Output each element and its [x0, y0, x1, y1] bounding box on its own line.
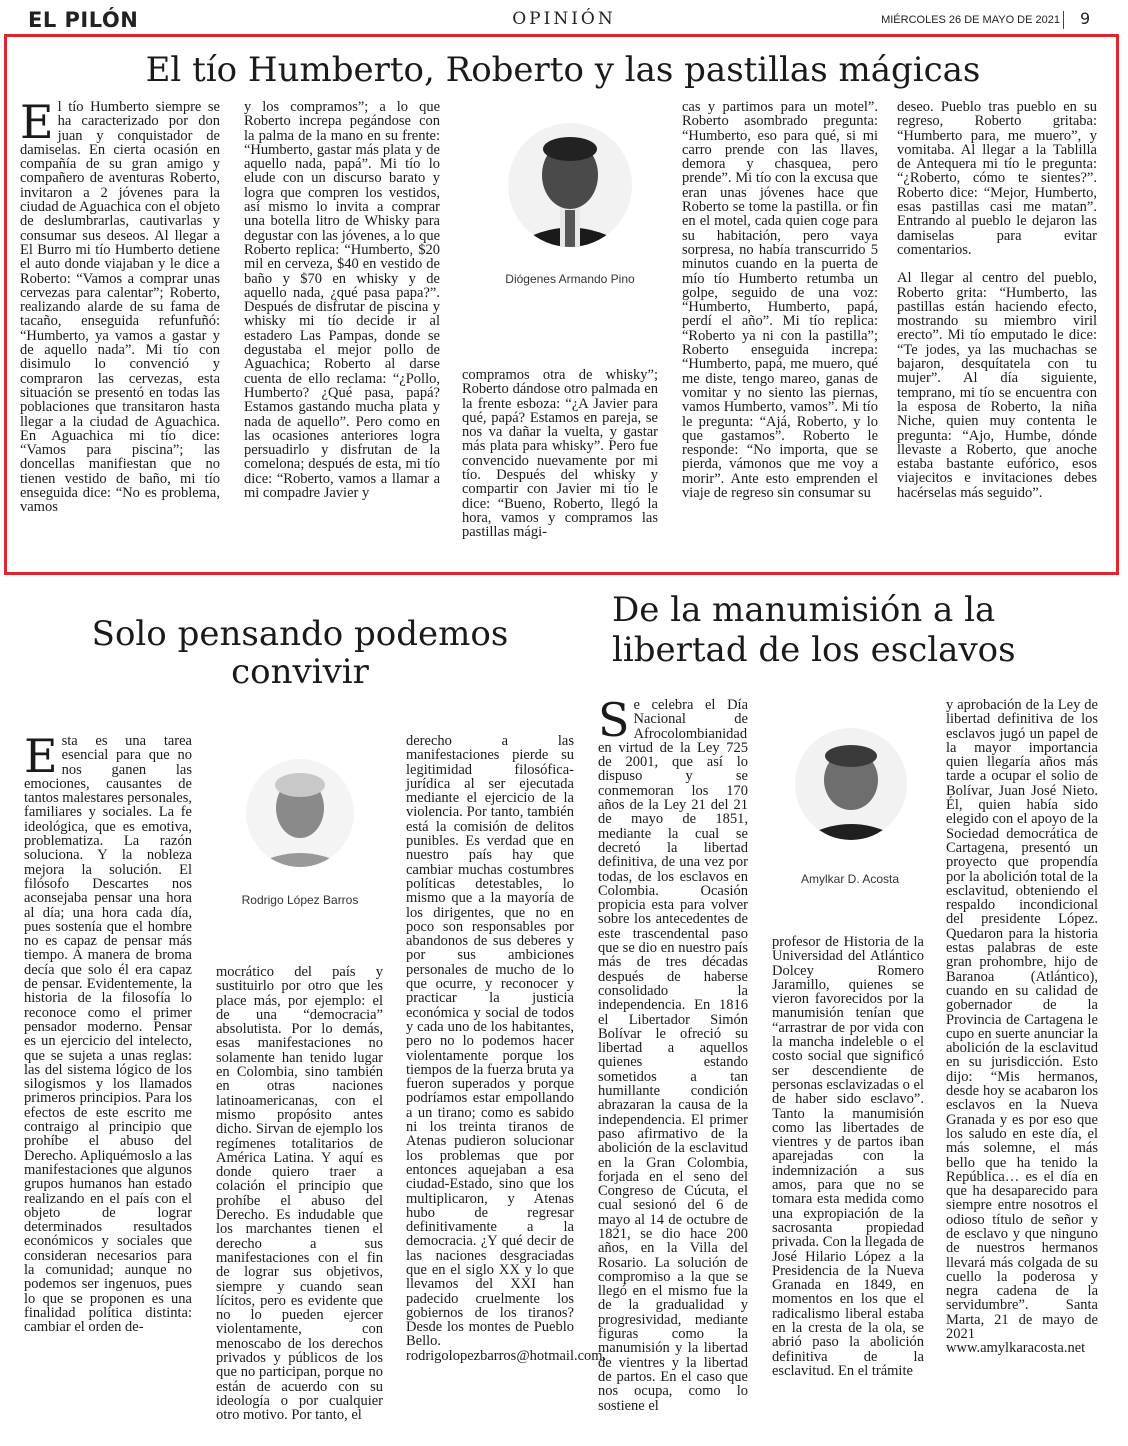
author-photo-frame [500, 115, 640, 255]
dateline: MIÉRCOLES 26 DE MAYO DE 2021 [881, 14, 1060, 26]
author-byline: Diógenes Armando Pino [505, 272, 635, 286]
article-headline: El tío Humberto, Roberto y las pastillas mágicas [145, 50, 981, 90]
drop-cap: E [24, 729, 58, 783]
author-byline: Amylkar D. Acosta [800, 872, 900, 886]
article-column [24, 729, 192, 1336]
article-column [406, 733, 607, 1364]
article-column [946, 698, 1098, 1356]
article-headline: De la manumisión a la libertad de los esclavos [612, 590, 1016, 670]
article-text: cas y partimos para un motel”. Roberto asombrado pregunta: “Humberto, eso para qué, si mi carro prende con las llaves, demora y chasquea, pero prende”. Mi tío con la excusa que eran unas jóvenes hace que Roberto se tome la pastilla. or fin en el motel, cada quien coge para su habitación, pero vaya sorpresa, no había transcurrido 5 minutos cuando en la puerta de mío tío Humberto retumba un golpe, seguido de una voz: “Humberto, Humberto, papá, perdí el año”. Mi tío replica: “Roberto ya ni con la pastilla”; Roberto enseguida increpa: “Humberto, papá, me muero, qué me diste, tengo mareo, ganas de vomitar y no siento las piernas, vamos Humberto, vamos”. Mi tío le pregunta: “Ajá, Roberto, y lo que gastamos”. Roberto le responde: “No importa, que se pierda, vámonos que me voy a morir”. Ante esto emprenden el viaje de regreso sin consumar su [682, 99, 878, 502]
author-photo [790, 722, 912, 846]
article-text: derecho a las manifestaciones pierde su legitimidad filosófica-jurídica al ser ejecutada mediante el ejercicio de la violencia. Por tanto, también está la comisión de delitos punibles. Es verdad que en nuestro país hay que cambiar muchas costumbres políticas detestables, lo mismo que a la mayoría de los dirigentes, que no en poco son responsables por abandonos de sus deberes y por sus ambiciones personales de mucho de lo que ocurre, y reconocer y practicar la justicia económica y social de todos y cada uno de los habitantes, pero no lo podemos hacer violentamente porque los tiempos de la fuerza bruta ya fueron superados y porque podríamos estar empollando a un tirano; como es sabido ni los treinta tiranos de Atenas pudieron solucionar los problemas que por entonces aquejaban a esa ciudad-Estado, sino que los multiplicaron, y Atenas hubo de regresar definitivamente a la democracia. ¿Y qué decir de las naciones desgraciadas que en el siglo XX y lo que llevamos del XXI han padecido cruelmente los gobiernos de los tiranos? Desde los montes de Pueblo Bello. rodrigolopezbarros@hotmail.com. [406, 733, 607, 1364]
newspaper-logo: EL PILÓN [28, 8, 139, 32]
article-column [216, 965, 383, 1423]
article-column [598, 693, 748, 1414]
author-photo-frame [790, 722, 912, 846]
article-column [462, 368, 658, 540]
drop-cap: E [20, 95, 54, 149]
article-column [682, 100, 878, 500]
article-text: l tío Humberto siempre se ha caracterizado por don juan y conquistador de damiselas. En cierta ocasión en compañía de su gran amigo y compañero de aventuras Roberto, invitaron a 2 jóvenes para la ciudad de Aguachica con el objeto de deslumbrarlas, cautivarlas y consumar sus deseos. Al llegar a El Burro mi tío Humberto detiene el auto donde viajaban y le dice a Roberto: “Vamos a comprar unas cervezas para calentar”; Roberto, realizando alarde de su fama de tacaño, enseguida refunfuñó: “Humberto, ya vamos a gastar y de aquello nada”. Mi tío con disimulo lo convenció y compraron las cervezas, esta situación se presentó en todas las poblaciones que transitaron hasta llegar a la ciudad de Aguachica. En Aguachica mi tío dice: “Vamos para piscina”; las doncellas manifiestan que no tienen vestido de baño, mi tío enseguida dice: “No es problema, vamos [20, 99, 220, 516]
drop-cap: S [598, 693, 630, 747]
article-text: mocrático del país y sustituirlo por otro que les place más, por ejemplo: el de una “democracia” absolutista. Por lo demás, esas manifestaciones no solamente han tenido lugar en Colombia, sino también en otras naciones latinoamericanas, con el mismo propósito antes dicho. Sirvan de ejemplo los regímenes totalitarios de América Latina. Y aquí es donde quiero traer a colación el principio que prohíbe el abuso del Derecho. Es indudable que los marchantes tienen el derecho a sus manifestaciones con el fin de lograr sus objetivos, siempre y cuando sean lícitos, pero es evidente que no lo pueden ejercer violentamente, con menoscabo de los derechos privados y públicos de los que no participan, porque no están de acuerdo con su ideología o por cualquier otro motivo. Por tanto, el [216, 964, 383, 1424]
article-text: compramos otra de whisky”; Roberto dándose otro palmada en la frente esboza: “¿A Javier para qué, papá? Estamos en pareja, se nos va dañar la vuelta, y gastar más plata para whisky”. Pero fue convencido nuevamente por mi tío. Después del whisky y compartir con Javier mi tío le dice: “Bueno, Roberto, llegó la hora, vamos y compramos las pastillas mági- [462, 367, 658, 541]
article-text: Al llegar al centro del pueblo, Roberto grita: “Humberto, las pastillas están haciendo efecto, mostrando su miembro viril erecto”. Mi tío emputado le dice: “Te jodes, ya las muchachas se bajaron, desquítatela con tu mujer”. Al día siguiente, temprano, mi tío se encuentra con la esposa de Roberto, la niña Niche, quien muy contenta le pregunta: “Ajo, Humbe, dónde llevaste a Roberto, que anoche estaba bastante eufórico, esos viajecitos e invitaciones debes hacérselas más seguido”. [897, 270, 1097, 501]
author-photo [240, 752, 360, 874]
author-byline: Rodrigo López Barros [241, 893, 359, 907]
article-column [20, 95, 220, 516]
article-column [772, 935, 924, 1378]
article-text: sta es una tarea esencial para que no nos ganen las emociones, causantes de tantos malestares personales, familiares y sociales. La fe ideológica, que es emotiva, problematiza. La razón soluciona. Y la nobleza mejora la solución. El filósofo Descartes nos aconsejaba pensar una hora al día; una hora cada día, pues sostenía que el hombre no es capaz de pensar más tiempo. A manera de broma decía que solo él era capaz de pensar. Evidentemente, la historia de la filosofía lo reconoce como el primer pensador moderno. Pensar es un ejercicio del intelecto, que se sujeta a unas reglas: las del sistema lógico de los silogismos y los llamados primeros principios. Para los efectos de este escrito me contraigo al principio que prohíbe el abuso del Derecho. Apliquémoslo a las manifestaciones que algunos grupos humanos han estado realizando en el país con el objeto de lograr determinados resultados económicos y sociales que consideran necesarios para la comunidad; aunque no podemos ser ingenuos, pues lo que se proponen es una finalidad política distinta: cambiar el orden de- [24, 733, 192, 1336]
author-photo [500, 115, 640, 255]
page-number: 9 [1080, 9, 1091, 28]
article-headline: Solo pensando podemos convivir [91, 614, 509, 692]
author-photo-frame [240, 752, 360, 874]
page-separator [1063, 11, 1064, 29]
article-text: y los compramos”; a lo que Roberto increpa pegándose con la palma de la mano en su frente: “Humberto, gastar más plata y de aquello nada, papá”. Mi tío lo elude con un discurso barato y logra que compren los vestidos, así mismo lo invita a comprar una botella litro de Whisky para degustar con las jóvenes, a lo que Roberto replica: “Humberto, $20 mil en cerveza, $40 en vestido de baño y $70 en whisky y de aquello nada, ¿qué pasa papa?”. Después de disfrutar de piscina y whisky mi tío decide ir al estadero Las Pampas, donde se degustaba el mejor pollo de Aguachica; Roberto al darse cuenta de ello reclama: “¿Pollo, Humberto? ¿Qué pasa, papá? Estamos gastando mucha plata y nada de aquello”. Pero como en las ocasiones anteriores logra persuadirlo y disfrutan de la comelona; después de esta, mi tío dice: “Roberto, vamos a llamar a mi compadre Javier y [244, 99, 440, 502]
article-column [244, 100, 440, 500]
article-column [897, 100, 1097, 500]
article-text: y aprobación de la Ley de libertad definitiva de los esclavos jugó un papel de la mayor importancia quien llegaría años más tarde a ocupar el solio de Bolívar, Juan José Nieto. Él, quien había sido elegido con el apoyo de la Sociedad democrática de Cartagena, presentó un proyecto que propendía por la abolición total de la esclavitud, obteniendo el respaldo incondicional del presidente López. Quedaron para la historia estas palabras de este gran prohombre, hijo de Baranoa (Atlántico), cuando en su calidad de gobernador de la Provincia de Cartagena le cupo en suerte anunciar la abolición de la esclavitud en su jurisdicción. Esto dijo: “Mis hermanos, desde hoy se acabaron los esclavos en la Nueva Granada y es por eso que los saludo en este día, el más solemne, el más bello que ha tenido la República… es el día en que ha desaparecido para siempre entre nosotros el odioso título de señor y de esclavo y que ninguno de nuestros hermanos llevará más colgada de su cuello la poderosa y negra cadena de la servidumbre”. Santa Marta, 21 de mayo de 2021 www.amylkaracosta.net [946, 697, 1098, 1357]
article-text: deseo. Pueblo tras pueblo en su regreso, Roberto gritaba: “Humberto para, me muero”, y vomitaba. Al llegar a la Tablilla de Antequera mi tío le pregunta: “¿Roberto, cómo te sientes?”. Roberto dice: “Mejor, Humberto, esas pastillas casi me matan”. Entrando al pueblo le dejaron las damiselas para evitar comentarios. [897, 99, 1097, 258]
masthead [0, 0, 1128, 34]
section-title: OPINIÓN [512, 9, 616, 29]
article-text: profesor de Historia de la Universidad del Atlántico Dolcey Romero Jaramillo, quienes se vieron favorecidos por la manumisión tenían que “arrastrar de por vida con la mancha indeleble o el costo social que significó ser descendiente de personas esclavizadas o el de haber sido esclavo”. Tanto la manumisión como las libertades de vientres y de partos iban aparejadas con la indemnización a sus amos, para que no se tomara esta medida como una expropiación de la sacrosanta propiedad privada. Con la llegada de José Hilario López a la Presidencia de la Nueva Granada en 1849, en momentos en los que el radicalismo liberal estaba en la cresta de la ola, se abrió paso la abolición definitiva de la esclavitud. En el trámite [772, 934, 924, 1379]
article-text: e celebra el Día Nacional de Afrocolombianidad en virtud de la Ley 725 de 2001, que así lo dispuso y se conmemoran los 170 años de la Ley 21 del 21 de mayo de 1851, mediante la cual se decretó la libertad definitiva, de una vez por todas, de los esclavos en Colombia. Ocasión propicia esta para volver sobre los antecedentes de este trascendental paso que se dio en nuestro país más de tres décadas después de haberse consolidado la independencia. En 1816 el Libertador Simón Bolívar le ofreció su libertad a aquellos quienes estando sometidos a tan humillante condición abrazaran la causa de la independencia. El primer paso afirmativo de la abolición de la esclavitud en la Gran Colombia, forjada en el seno del Congreso de Cúcuta, el cual sesionó del 6 de mayo al 14 de octubre de 1821, se dio hace 200 años, en la Villa del Rosario. La solución de compromiso a la que se llegó en el mismo fue la de la gradualidad y progresividad, mediante figuras como la manumisión y la libertad de vientres y la libertad de partos. En el caso que nos ocupa, como lo sostiene el [598, 697, 748, 1414]
